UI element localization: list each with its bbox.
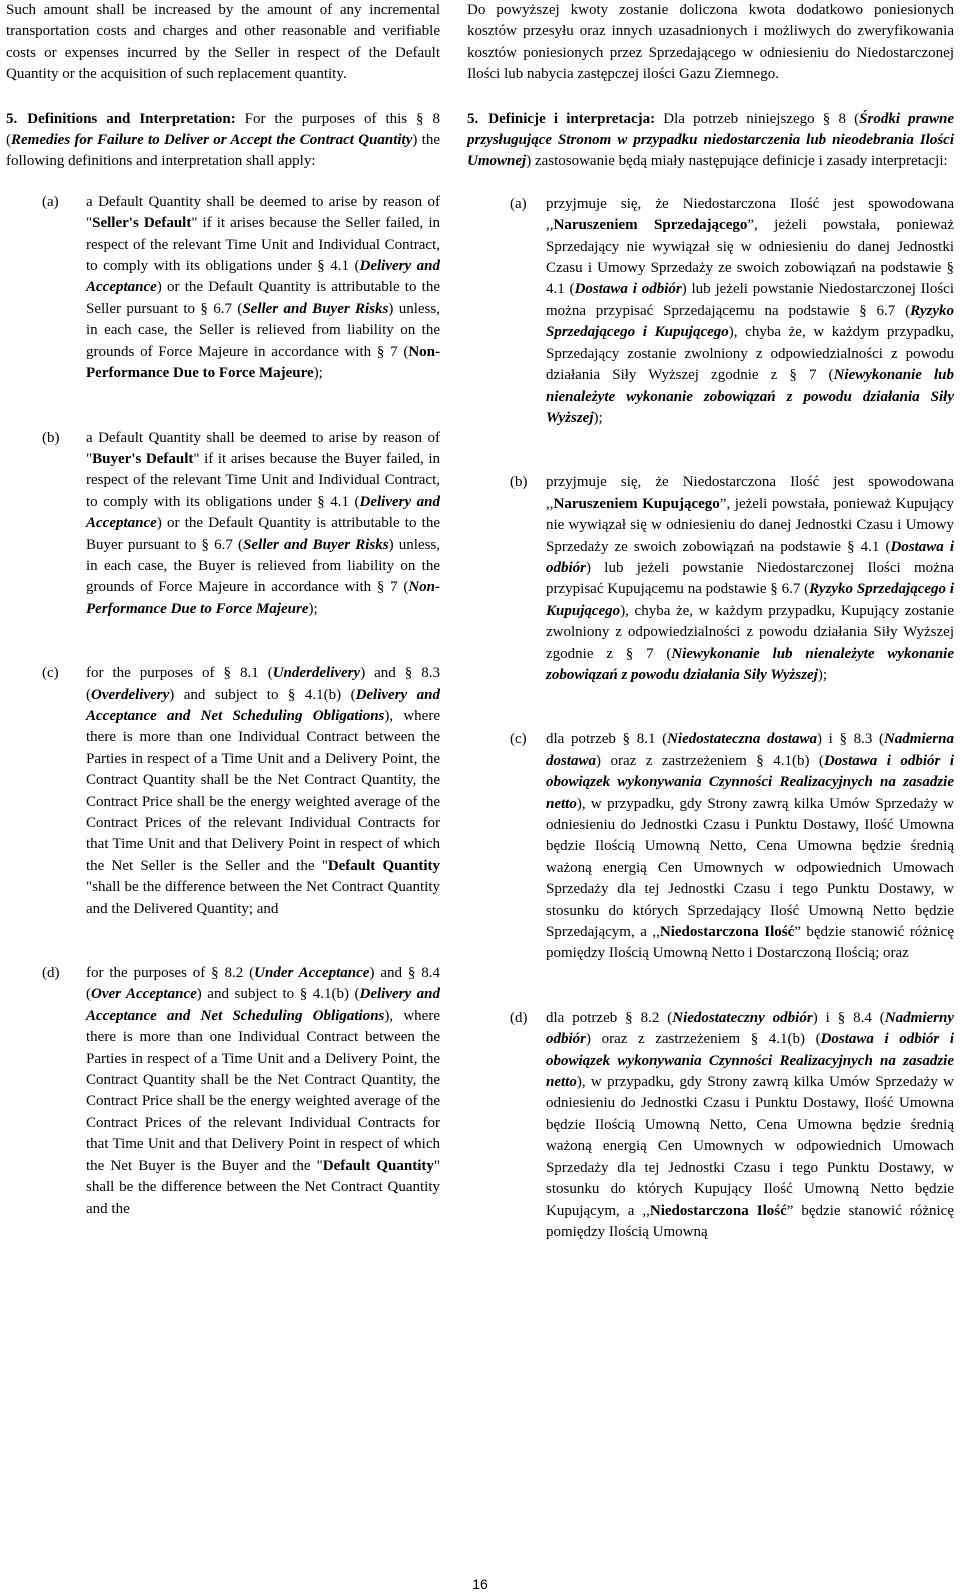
item-label: (c) [42, 665, 59, 682]
definition-item-pl [467, 1008, 954, 1243]
section-5-en [6, 109, 440, 173]
definition-item-en [6, 963, 440, 1220]
item-text: for the purposes of § 8.2 (Under Acceptance) and § 8.4 (Over Acceptance) and subject to § 4.1(b) (Delivery and Acceptance and Net Scheduling Obligations), where there is more than one Individual Contract between the Parties in respect of a Time Unit and a Delivery Point, the Contract Quantity shall be the Net Contract Quantity, the Contract Price shall be the energy weighted average of the Contract Prices of the relevant Individual Contracts for that Time Unit and that Delivery Point in respect of which the Net Buyer is the Buyer and the "Default Quantity" shall be the difference between the Net Contract Quantity and the [86, 965, 441, 1217]
section-heading-en: Definitions and Interpretation: [27, 110, 236, 127]
intro-paragraph-en: Such amount shall be increased by the amount of any incremental transportation costs and charges and other reasonable and verifiable costs or expenses incurred by the Seller in respect of the Default Quantity or the acquisition of such replacement quantity. [6, 2, 440, 83]
definition-item-pl [467, 194, 954, 429]
definition-item-en [6, 428, 440, 621]
item-text: a Default Quantity shall be deemed to arise by reason of "Seller's Default" if it arises because the Seller failed, in respect of the relevant Time Unit and Individual Contract, to comply with its obligations under § 4.1 (Delivery and Acceptance) or the Default Quantity is attributable to the Seller pursuant to § 6.7 (Seller and Buyer Risks) unless, in each case, the Seller is relieved from liability on the grounds of Force Majeure in accordance with § 7 (Non-Performance Due to Force Majeure); [86, 193, 440, 382]
section-text-en-2: ) the following definitions and interpretation shall apply: [6, 132, 440, 170]
section-ref-pl: Środki prawne przysługujące Stronom w przypadku niedostarczenia lub nieodebrania Ilości Umownej [467, 110, 955, 170]
english-column [6, 0, 440, 1220]
item-label: (d) [42, 965, 60, 982]
section-number-pl: 5. [467, 110, 479, 127]
section-text-pl-2: ) zastosowanie będą miały następujące definicje i zasady interpretacji: [526, 153, 948, 170]
item-label: (a) [42, 193, 59, 210]
definition-item-en [6, 192, 440, 385]
polish-column [467, 0, 954, 1243]
item-text: dla potrzeb § 8.1 (Niedostateczna dostawa) i § 8.3 (Nadmierna dostawa) oraz z zastrzeżeniem § 4.1(b) (Dostawa i odbiór i obowiązek wykonywania Czynności Realizacyjnych na zasadzie netto), w przypadku, gdy Strony zawrą kilka Umów Sprzedaży w odniesieniu do Jednostki Czasu i Punktu Dostawy, Ilość Umowna będzie Ilością Umowną Netto, Cena Umowna będzie średnią ważoną energią Cen Umownych w odpowiednich Umowach Sprzedaży dla tej Jednostki Czasu i tego Punktu Dostawy, w stosunku do których Sprzedający Ilość Umowną Netto będzie Sprzedającym, a ,,Niedostarczona Ilość” będzie stanowić różnicę pomiędzy Ilością Umowną Netto i Dostarczoną Ilością; oraz [546, 731, 955, 962]
section-number-en: 5. [6, 110, 18, 127]
page-number: 16 [472, 1576, 488, 1592]
item-text: for the purposes of § 8.1 (Underdelivery) and § 8.3 (Overdelivery) and subject to § 4.1(b) (Delivery and Acceptance and Net Scheduling Obligations), where there is more than one Individual Contract between the Parties in respect of a Time Unit and a Delivery Point, the Contract Quantity shall be the Net Contract Quantity, the Contract Price shall be the energy weighted average of the Contract Prices of the relevant Individual Contracts for that Time Unit and that Delivery Point in respect of which the Net Seller is the Seller and the "Default Quantity "shall be the difference between the Net Contract Quantity and the Delivered Quantity; and [86, 665, 440, 917]
item-text: a Default Quantity shall be deemed to arise by reason of "Buyer's Default" if it arises because the Buyer failed, in respect of the relevant Time Unit and Individual Contract, to comply with its obligations under § 4.1 (Delivery and Acceptance) or the Default Quantity is attributable to the Buyer pursuant to § 6.7 (Seller and Buyer Risks) unless, in each case, the Buyer is relieved from liability on the grounds of Force Majeure in accordance with § 7 (Non-Performance Due to Force Majeure); [86, 429, 440, 617]
intro-paragraph-pl: Do powyższej kwoty zostanie doliczona kwota dodatkowo poniesionych kosztów przesyłu oraz innych uzasadnionych i możliwych do zweryfikowania kosztów poniesionych przez Sprzedającego w odniesieniu do Niedostarczonej Ilości lub nabycia zastępczej ilości Gazu Ziemnego. [467, 2, 954, 83]
item-label: (b) [510, 474, 528, 491]
definition-item-pl [467, 729, 954, 964]
definition-item-pl [467, 472, 954, 686]
section-text-pl-1: Dla potrzeb niniejszego § 8 ( [663, 110, 860, 127]
item-label: (d) [510, 1009, 528, 1026]
item-text: dla potrzeb § 8.2 (Niedostateczny odbiór) i § 8.4 (Nadmierny odbiór) oraz z zastrzeżeniem § 4.1(b) (Dostawa i odbiór i obowiązek wykonywania Czynności Realizacyjnych na zasadzie netto), w przypadku, gdy Strony zawrą kilka Umów Sprzedaży w odniesieniu do Jednostki Czasu i Punktu Dostawy, Ilość Umowna będzie Ilością Umowną Netto, Cena Umowna będzie średnią ważoną energią Cen Umownych w odpowiednich Umowach Sprzedaży dla tej Jednostki Czasu i tego Punktu Dostawy, w stosunku do których Kupujący Ilość Umowną Netto będzie Kupującym, a ,,Niedostarczona Ilość” będzie stanowić różnicę pomiędzy Ilością Umowną [546, 1009, 954, 1240]
section-5-pl [467, 109, 954, 173]
item-text: przyjmuje się, że Niedostarczona Ilość jest spowodowana ,,Naruszeniem Sprzedającego”, jeżeli powstała, ponieważ Sprzedający nie wywiązał się w odniesieniu do danej Jednostki Czasu i Umowy Sprzedaży ze swoich zobowiązań na podstawie § 4.1 (Dostawa i odbiór) lub jeżeli powstanie Niedostarczonej Ilości można przypisać Sprzedającemu na podstawie § 6.7 (Ryzyko Sprzedającego i Kupującego), chyba że, w każdym przypadku, Sprzedający zostanie zwolniony z odpowiedzialności z powodu działania Siły Wyższej zgodnie z § 7 (Niewykonanie lub nienależyte wykonanie zobowiązań z powodu działania Siły Wyższej); [546, 195, 954, 426]
item-text: przyjmuje się, że Niedostarczona Ilość jest spowodowana ,,Naruszeniem Kupującego”, jeżeli powstała, ponieważ Kupujący nie wywiązał się w odniesieniu do danej Jednostki Czasu i Umowy Sprzedaży ze swoich zobowiązań na podstawie § 4.1 (Dostawa i odbiór) lub jeżeli powstanie Niedostarczonej Ilości można przypisać Kupującemu na podstawie § 6.7 (Ryzyko Sprzedającego i Kupującego), chyba że, w każdym przypadku, Kupujący zostanie zwolniony z odpowiedzialności z powodu działania Siły Wyższej zgodnie z § 7 (Niewykonanie lub nienależyte wykonanie zobowiązań z powodu działania Siły Wyższej); [546, 474, 955, 683]
item-label: (c) [510, 731, 527, 748]
section-text-en-1: For the purposes of this § 8 ( [6, 110, 441, 149]
item-label: (b) [42, 429, 60, 446]
definition-item-en [6, 663, 440, 920]
item-label: (a) [510, 195, 527, 212]
section-heading-pl: Definicje i interpretacja: [488, 110, 656, 127]
section-ref-en: Remedies for Failure to Deliver or Accept the Contract Quantity [11, 132, 413, 149]
